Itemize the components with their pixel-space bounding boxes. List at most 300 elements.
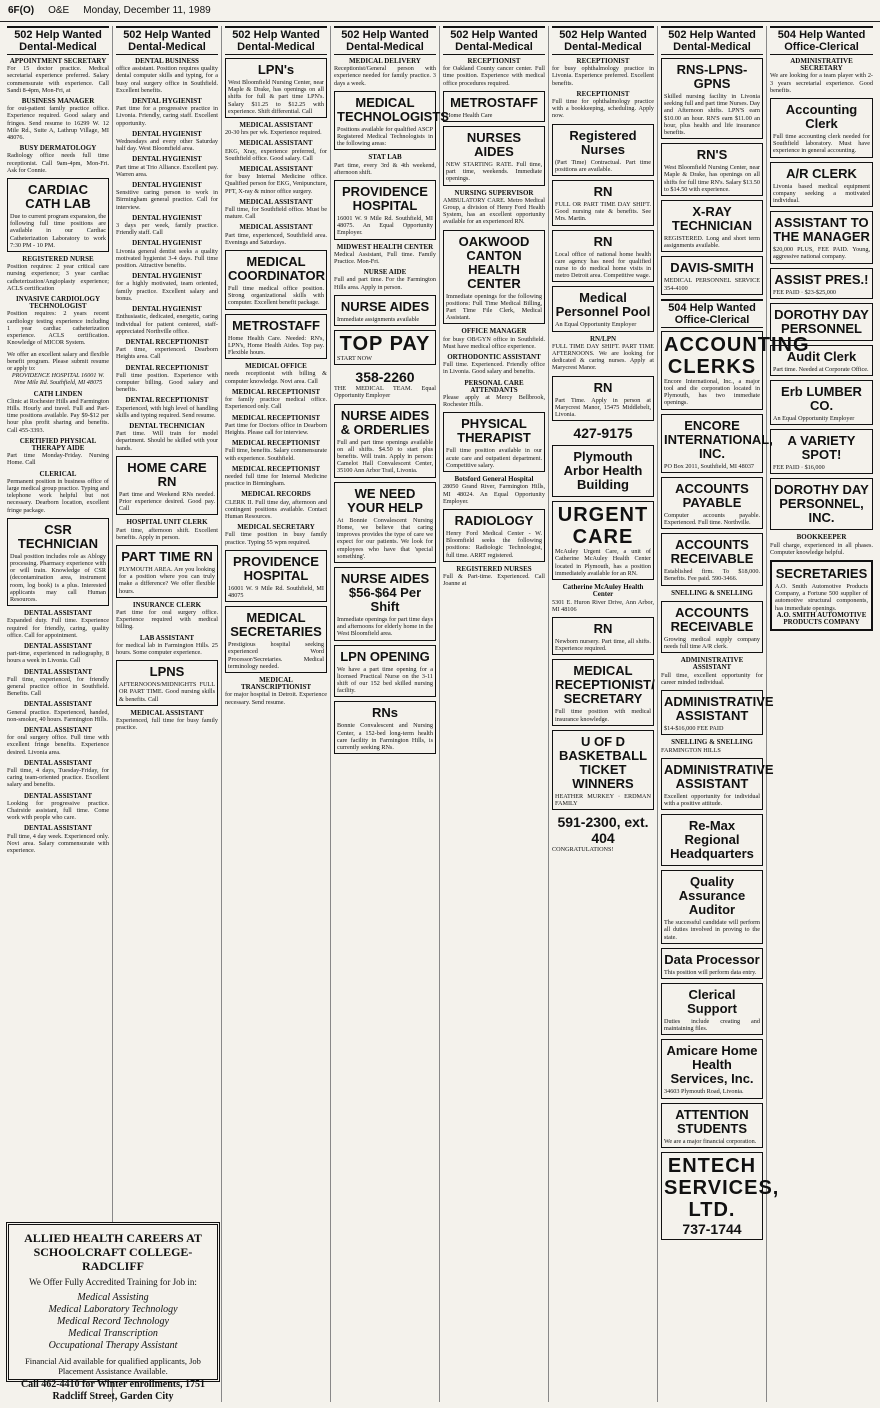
ad-headline: CARDIAC CATH LAB: [25, 182, 91, 212]
classified-ad: [116, 240, 218, 269]
ad-title: DENTAL RECEPTIONIST: [125, 396, 209, 405]
ad-body: Part Time. Apply in person at Marycrest Manor, 15475 Middlebelt, Livonia.: [555, 396, 651, 419]
ad-title: INSURANCE CLERK: [132, 600, 202, 609]
ad-title: MEDICAL ASSISTANT: [130, 708, 204, 717]
section-header: [116, 26, 218, 55]
ad-title: DENTAL HYGIENIST: [132, 97, 202, 106]
ad-headline: NURSE AIDES & ORDERLIES: [340, 407, 430, 437]
schoolcraft-ad: [6, 1222, 220, 1402]
ad-body: THE MEDICAL TEAM. Equal Opportunity Employer: [334, 385, 436, 400]
ad-body: 16001 W. 9 Mile Rd. Southfield, MI 48075: [228, 584, 324, 599]
paper-name: O&E: [48, 5, 70, 16]
classified-ad: [225, 606, 327, 673]
ad-body: Positions available for qualified ASCP Registered Medical Technologists in the following areas:: [337, 125, 433, 148]
classified-ad: [116, 182, 218, 211]
ad-body: Full and part time. For the Farmington Hills area. Apply in person.: [334, 276, 436, 291]
ad-body: Part time for oral surgery office. Experience required with medical billing.: [116, 608, 218, 631]
ad-body: 20-30 hrs per wk. Experience required.: [225, 129, 322, 137]
classified-ad: [225, 677, 327, 706]
classified-ad: [661, 870, 763, 944]
classified-ad: [334, 269, 436, 291]
ad-body: Part time, afternoon shift. Excellent benefits. Apply in person.: [116, 526, 218, 541]
ad-headline: Registered Nurses: [569, 127, 637, 157]
ad-body: 3 days per week, family practice. Friendly staff. Call: [116, 222, 218, 237]
ad-title: DENTAL HYGIENIST: [132, 305, 202, 314]
classified-ad: [552, 58, 654, 87]
ad-phone: 358-2260: [355, 369, 415, 386]
ad-body: office assistant. Position requires quality dental computer skills and typing, for a busy oral surgery office in Southfield. Excellent benefits.: [116, 65, 218, 94]
classified-ad: [225, 58, 327, 118]
classified-ad: [334, 701, 436, 754]
ad-title: MEDICAL SECRETARY: [237, 523, 315, 532]
ad-body: Newborn nursery. Part time, all shifts. Experience required.: [555, 637, 651, 653]
ad-title: RECEPTIONIST: [467, 57, 521, 65]
ad-headline: Quality Assurance Auditor: [678, 874, 746, 918]
classified-ad: [225, 363, 327, 385]
company-logo-text: A.O. SMITH AUTOMOTIVE PRODUCTS COMPANY: [776, 610, 867, 627]
ad-headline: Accounting Clerk: [785, 102, 858, 132]
ad-body: (Part Time) Contractual. Part time positions are available.: [555, 158, 651, 173]
ad-title: ADMINISTRATIVE ASSISTANT: [680, 656, 744, 672]
school-subtitle: We Offer Fully Accredited Training for Job in:: [29, 1277, 197, 1287]
section-subtitle: Dental-Medical: [128, 41, 206, 53]
classified-ad: [552, 814, 654, 853]
ad-title: DENTAL HYGIENIST: [132, 239, 202, 248]
ad-body: MEDICAL PERSONNEL SERVICE 354-4100: [664, 277, 760, 292]
classified-ad: [334, 154, 436, 176]
ad-headline: RN: [593, 233, 613, 249]
ad-body: Please apply at Mercy Bellbrook, Rochester Hills.: [443, 394, 545, 409]
classified-ad: [661, 256, 763, 294]
ad-body: For 15 doctor practice. Medical secretarial experience preferred. Salary commensurate with experience. Call Sandi 8-4pm, Mon-Fri, at: [7, 65, 109, 94]
classified-ad: [116, 339, 218, 361]
column-8: [767, 26, 876, 1402]
ad-headline: PROVIDENCE HOSPITAL: [342, 184, 428, 214]
classified-ad: [7, 391, 109, 434]
column-1: [4, 26, 113, 1402]
ad-body: Full time position with medical insurance knowledge.: [555, 708, 651, 723]
ad-body: Full time position in busy family practice. Typing 55 wpm required.: [225, 531, 327, 546]
classified-ad: [661, 601, 763, 653]
classified-ad: [7, 178, 109, 252]
ad-body: Position requires: 2 year critical care nursing experience; 3 year cardiac catheterization/Angioplasty experience; ACLS certification: [7, 263, 109, 292]
ad-title: DENTAL HYGIENIST: [132, 213, 202, 222]
classified-ad: [225, 199, 327, 221]
section-title: 504 Help Wanted: [777, 29, 866, 41]
ad-title: DENTAL BUSINESS: [135, 57, 199, 65]
ad-body: We have a part time opening for a licensed Practical Nurse on the 3-11 shift of our 152 bed skilled nursing facility.: [337, 665, 433, 695]
classified-ad: [225, 550, 327, 602]
column-body: [7, 58, 109, 1218]
classified-ad: [334, 567, 436, 641]
ad-body: Due to current program expansion, the following full time positions are available in our Cardiac Catheterization Laboratory to work 7:30 PM - 10 PM.: [10, 213, 106, 249]
section-header: [552, 26, 654, 55]
ad-body: Part time at Trio Alliance. Excellent pay. Warren area.: [116, 163, 218, 178]
ad-body: Part time. Needed at Corporate Office.: [773, 365, 869, 373]
classified-ad: [225, 166, 327, 195]
classified-ad: [552, 336, 654, 372]
ad-body: Wednesdays and every other Saturday half day. West Bloomfield area.: [116, 138, 218, 153]
ad-body: McAuley Urgent Care, a unit of Catherine McAuley Health Center located in Plymouth, has a position immediately available for an RN.: [555, 548, 651, 577]
ad-title: PERSONAL CARE ATTENDANTS: [464, 378, 524, 394]
ad-headline: SECRETARIES: [775, 566, 868, 582]
ad-headline: Plymouth Arbor Health Building: [563, 449, 643, 493]
classified-ad: [661, 1152, 780, 1240]
classified-ad: [770, 429, 873, 474]
classified-ad: [7, 825, 109, 854]
ad-body: Henry Ford Medical Center - W. Bloomfield seeks the following positions: Radiologic Technologist, full time. ARRT registered.: [446, 529, 542, 559]
ad-body: General practice. Experienced, handed, non-smoker, 40 hours. Farmington Hills.: [7, 708, 109, 723]
section-title: 502 Help Wanted: [341, 29, 429, 41]
ad-body: Experienced, with high level of handling skills and typing required. Send resume.: [116, 404, 218, 419]
classified-ad: [443, 380, 545, 409]
ad-title: MEDICAL RECEPTIONIST: [231, 387, 321, 396]
program-item: Medical Laboratory Technology: [48, 1304, 178, 1315]
section-subtitle: Dental-Medical: [673, 41, 751, 53]
ad-headline: X-RAY TECHNICIAN: [671, 204, 753, 234]
column-5: [440, 26, 549, 1402]
ad-title: MEDICAL ASSISTANT: [239, 223, 313, 232]
section-header: [443, 26, 545, 55]
ad-body: Receptionist/General person with experience needed for family practice. 3 days a week.: [334, 65, 436, 87]
ad-headline: U OF D BASKETBALL TICKET WINNERS: [558, 733, 648, 791]
classified-ad: [552, 445, 654, 497]
ad-headline: DOROTHY DAY PERSONNEL: [774, 306, 869, 336]
ad-body: Full time, 4 day week. Experienced only. Novi area. Salary commensurate with experience.: [7, 832, 109, 855]
classified-ad: [661, 477, 763, 529]
classified-ad: [7, 727, 109, 756]
classified-ad: [116, 456, 218, 516]
ad-footer: PROVIDENCE HOSPITAL 16001 W. Nine Mile Rd. Southfield, MI 48075: [11, 372, 105, 387]
classified-ad: [552, 501, 654, 580]
ad-title: MEDICAL OFFICE: [245, 362, 307, 371]
ad-body: FARMINGTON HILLS: [661, 746, 721, 754]
classified-ad: [7, 98, 109, 141]
classified-ad: [7, 701, 109, 723]
ad-title: ORTHODONTIC ASSISTANT: [447, 353, 541, 362]
ad-headline: ASSISTANT TO THE MANAGER: [773, 215, 870, 245]
ad-title: MEDICAL RECEPTIONIST: [231, 439, 321, 448]
ad-phone: 737-1744: [682, 1220, 742, 1237]
ad-body: Growing medical supply company needs full time A/R clerk.: [664, 635, 760, 651]
masthead: [0, 0, 880, 22]
ad-body: for busy OB/GYN office in Southfield. Must have medical office experience.: [443, 335, 545, 350]
ad-body: Full time position. Experience with computer billing. Good salary and benefits.: [116, 371, 218, 394]
classified-ad: [770, 162, 873, 208]
ad-headline: Amicare Home Health Services, Inc.: [666, 1043, 758, 1087]
column-2: [113, 26, 222, 1402]
ad-body: We are looking for a team player with 2-3 years secretarial experience. Good benefits.: [770, 72, 873, 94]
classified-ad: [116, 215, 218, 237]
ad-headline: Data Processor: [664, 951, 760, 967]
section-header: [334, 26, 436, 55]
classified-ad: [770, 98, 873, 158]
ad-title: DENTAL RECEPTIONIST: [125, 337, 209, 346]
section-title: 502 Help Wanted: [14, 29, 102, 41]
ad-body: PO Box 2011, Southfield, MI 48037: [664, 462, 755, 470]
classified-ad: [661, 1039, 763, 1098]
classified-ad: [770, 303, 873, 341]
ad-body: Full time, experienced, for friendly general practice office in Southfield. Benefits. Call: [7, 675, 109, 698]
classified-ad: [661, 414, 773, 473]
classified-ad: [443, 476, 545, 505]
column-4: [331, 26, 449, 1402]
ad-headline: ADMINISTRATIVE ASSISTANT: [664, 761, 774, 791]
ad-title: OFFICE MANAGER: [461, 327, 527, 336]
ad-body: Livonia based medical equipment company seeking a motivated individual.: [773, 182, 870, 205]
section-subtitle: Dental-Medical: [564, 41, 642, 53]
ad-body: needed full time for Internal Medicine practice in Birmingham.: [225, 472, 327, 488]
ad-headline: PART TIME RN: [121, 548, 213, 564]
ad-headline: RN: [593, 184, 613, 200]
ad-body: START NOW: [337, 355, 372, 363]
ad-body: 28050 Grand River, Farmington Hills, MI 48024. An Equal Opportunity Employer.: [443, 483, 545, 505]
section-header: [225, 26, 327, 55]
classified-ad: [443, 190, 545, 226]
ad-body: HEATHER MURKEY · ERDMAN FAMILY: [555, 792, 651, 807]
ad-title: DENTAL ASSISTANT: [23, 642, 93, 650]
ad-body: CLERK II. Full time day, afternoon and contingent positions available. Contact Human Resources.: [225, 498, 327, 520]
classified-ad: [225, 140, 327, 162]
classified-ad: [552, 617, 654, 655]
classified-ad: [116, 273, 218, 302]
classified-ad: [7, 58, 109, 94]
ad-title: DENTAL ASSISTANT: [23, 791, 93, 800]
ad-body: Immediate openings for the following positions: Full Time Medical Billing, Part Time File Clerk, Medical Assistant.: [446, 292, 542, 322]
ad-title: RECEPTIONIST: [576, 57, 630, 65]
ad-title: CLERICAL: [39, 469, 77, 478]
ad-headline: LPN's: [257, 62, 295, 77]
classified-ad: [116, 635, 218, 657]
ad-body: Full time, for Southfield office. Must be mature. Call: [225, 206, 327, 221]
ad-headline: NURSES AIDES: [466, 130, 522, 160]
ad-headline: CSR TECHNICIAN: [17, 521, 99, 551]
section-subtitle: Dental-Medical: [455, 41, 533, 53]
classified-ad: [552, 584, 654, 613]
ad-headline: MEDICAL COORDINATOR: [228, 254, 326, 284]
ad-body: This position will perform data entry.: [664, 968, 757, 976]
ad-headline: ASSIST PRES.!: [774, 271, 869, 287]
classified-ad: [443, 230, 545, 325]
ad-title: ADMINISTRATIVE SECRETARY: [790, 57, 853, 73]
classifieds-grid: [4, 26, 876, 1402]
ad-body: CONGRATULATIONS!: [552, 846, 614, 854]
ad-headline: DAVIS-SMITH: [670, 260, 754, 276]
ad-headline: Clerical Support: [687, 986, 737, 1016]
section-subtitle: Dental-Medical: [237, 41, 315, 53]
ad-title: MEDICAL ASSISTANT: [239, 139, 313, 148]
school-call: Call 462-4410 for Winter enrollments, 1751 Radcliff Street, Garden City: [20, 1379, 206, 1402]
ad-headline: ADMINISTRATIVE ASSISTANT: [664, 694, 774, 724]
ad-body: for medical lab in Farmington Hills. 25 hours. Some computer experience.: [116, 641, 218, 656]
ad-body: Established firm. To $18,000. Benefits. Fee paid. 590-3466.: [664, 568, 760, 583]
ad-headline: RADIOLOGY: [454, 512, 534, 528]
classified-ad: [334, 330, 436, 365]
ad-body: Looking for progressive practice. Chairside assistant, full time. Come work with people who care.: [7, 799, 109, 822]
ad-title: BUSINESS MANAGER: [21, 97, 95, 106]
ad-body: Medical Assistant, Full time. Family Practice. Mon-Fri.: [334, 250, 436, 266]
classified-ad: [334, 180, 436, 240]
classified-ad: [552, 180, 654, 226]
ad-title: INVASIVE CARDIOLOGY TECHNOLOGIST: [15, 295, 101, 311]
classified-ad: [116, 58, 218, 94]
classified-ad: [661, 143, 763, 196]
ad-body: FULL TIME DAY SHIFT. PART TIME AFTERNOONS. We are looking for dedicated & caring nurses. Apply at Marycrest Manor.: [552, 342, 654, 372]
ad-body: West Bloomfield Nursing Center, near Maple & Drake, has openings on all shifts for full time RN's. Salary $13.50 to $14.50 with experience.: [664, 164, 760, 193]
ad-body: FEE PAID · $16,000: [773, 464, 825, 472]
classified-ad: [443, 328, 545, 350]
ad-body: Part time for Doctors office in Dearborn Heights. Please call for interview.: [225, 421, 327, 436]
classified-ad: [661, 590, 763, 597]
classified-ad: [334, 404, 436, 478]
column-6: [549, 26, 658, 1402]
ad-body: Full & Part-time. Experienced. Call Joanne at: [443, 572, 545, 588]
ad-title: LAB ASSISTANT: [139, 633, 195, 642]
ad-title: Catherine McAuley Health Center: [562, 583, 644, 599]
ad-headline: ENCORE INTERNATIONAL, INC.: [664, 417, 773, 461]
ad-body: Immediate assignments available: [337, 315, 420, 323]
classified-ad: [116, 365, 218, 394]
ad-body: for major hospital in Detroit. Experience necessary. Send resume.: [225, 691, 327, 706]
ad-body: An Equal Opportunity Employer: [555, 321, 637, 329]
classified-ad: [225, 415, 327, 437]
ad-headline: METROSTAFF: [450, 94, 538, 110]
classified-ad: [661, 739, 763, 753]
ad-body: Duties include creating and maintaining files.: [664, 1017, 760, 1033]
ad-body: PLYMOUTH AREA. Are you looking for a position where you can truly make a difference? We offer flexible hours.: [119, 565, 215, 595]
section-subtitle: Dental-Medical: [19, 41, 97, 53]
ad-body: Skilled nursing facility in Livonia seeking full and part time Nurses. Day and Afternoon shifts. LPN'S earn $10.00 an hour. RN'S earn $11.00 an hour, plus health and life insurance benefits.: [664, 93, 760, 137]
classified-ad: [661, 657, 763, 686]
classified-ad: [770, 345, 873, 376]
ad-title: CATH LINDEN: [33, 389, 83, 398]
ad-title: SNELLING & SNELLING: [671, 588, 753, 597]
ad-body: We are a major financial corporation.: [664, 1137, 757, 1145]
ad-headline: METROSTAFF: [232, 317, 320, 333]
ad-body: Full time for ophthalmology practice with a bookkeeping, scheduling. Apply now.: [552, 98, 654, 120]
ad-body: Full time medical office position. Strong organizational skills with computer. Excellent benefit package.: [228, 285, 324, 307]
ad-headline: ACCOUNTS RECEIVABLE: [670, 604, 754, 634]
classified-ad: [334, 91, 449, 151]
ad-body: FULL OR PART TIME DAY SHIFT. Good nursing rate & benefits. See Mrs. Martin.: [555, 201, 651, 223]
classified-ad: [552, 659, 654, 725]
column-body: [116, 58, 218, 1218]
classified-ad: [116, 306, 218, 335]
ad-title: BOOKKEEPER: [796, 533, 847, 542]
ad-title: CERTIFIED PHYSICAL THERAPY AIDE: [19, 436, 97, 452]
ad-title: DENTAL RECEPTIONIST: [125, 363, 209, 372]
ad-body: Full time. Experienced. Friendly office in Livonia. Good salary and benefits.: [443, 361, 545, 376]
classified-ad: [443, 58, 545, 87]
section-subtitle: Office-Clerical: [784, 41, 859, 53]
ad-body: Livonia general dentist seeks a quality motivated hygienist 3-4 days. Full time position. Attractive benefits.: [116, 247, 218, 270]
section-title: 502 Help Wanted: [668, 29, 756, 41]
ad-headline: MEDICAL TECHNOLOGISTS: [337, 94, 449, 124]
classified-ad: [661, 983, 763, 1035]
section-header: [770, 26, 873, 55]
classified-ad: [334, 58, 436, 87]
ad-body: A.O. Smith Automotive Products Company, a Fortune 500 supplier of automotive structural components, has immediate openings.: [775, 583, 868, 612]
ad-body: REGISTERED. Long and short term assignments available.: [664, 235, 760, 250]
ad-body: Part time, every 3rd & 4th weekend, afternoon shift.: [334, 161, 436, 176]
ad-body: for Oakland County cancer center. Full time position. Experience with medical office procedures required.: [443, 65, 545, 87]
classified-ad: [7, 518, 109, 606]
ad-headline: WE NEED YOUR HELP: [347, 485, 423, 515]
classified-ad: [116, 545, 218, 598]
ad-title: DENTAL HYGIENIST: [132, 129, 202, 138]
classified-ad: [7, 351, 109, 387]
ad-title: REGISTERED NURSES: [456, 564, 532, 573]
ad-headline: ACCOUNTS PAYABLE: [675, 480, 749, 510]
column-3: [222, 26, 331, 1402]
ad-body: AFTERNOONS/MIDNIGHTS FULL OR PART TIME. Good nursing skills & benefits. Call: [119, 681, 215, 703]
aosmith-ad: [770, 560, 873, 631]
ad-headline: RN'S: [696, 147, 728, 163]
ad-body: for busy ophthalmology practice in Livonia. Experience preferred. Excellent benefits.: [552, 65, 654, 87]
ad-display-headline: ENTECH SERVICES, LTD.: [664, 1154, 780, 1221]
ad-body: Radiology office needs full time receptionist. Call 9am-4pm, Mon-Fri. Ask for Connie.: [7, 152, 109, 174]
ad-headline: MEDICAL RECEPTIONIST/ SECRETARY: [555, 663, 655, 707]
ad-body: Part time, experienced, Southfield area. Evenings and Saturdays.: [225, 231, 327, 246]
ad-body: Excellent opportunity for individual with a positive attitude.: [664, 792, 760, 807]
section-title: 502 Help Wanted: [450, 29, 538, 41]
classified-ad: [661, 690, 774, 735]
classified-ad: [552, 425, 654, 441]
section-header: [661, 26, 763, 55]
ad-phone: 427-9175: [573, 425, 633, 442]
section-subtitle: Office-Clerical: [674, 313, 750, 326]
ad-body: Local office of national home health care agency has need for qualified nurse to do medical home visits in metro Detroit area. Competitive wage.: [555, 250, 651, 280]
classified-ad: [552, 124, 654, 176]
classified-ad: [116, 98, 218, 127]
classified-ad: [443, 91, 545, 122]
classified-ad: [552, 730, 654, 810]
ad-body: part-time, experienced in radiography, 8 hours a week in Livonia. Call: [7, 650, 109, 665]
classified-ad: [443, 566, 545, 588]
ad-body: Encore International, Inc., a major tool and die corporation located in Plymouth, has two immediate openings.: [664, 377, 760, 407]
section-title: 502 Help Wanted: [123, 29, 211, 41]
classified-ad: [7, 256, 109, 292]
classified-ad: [770, 478, 873, 530]
ad-body: An Equal Opportunity Employer: [773, 415, 855, 423]
ad-headline: NURSE AIDES: [340, 298, 430, 314]
ad-body: for family practice medical office. Experienced only. Call: [225, 396, 327, 411]
classified-ad: [661, 331, 810, 410]
ad-title: Botsford General Hospital: [454, 475, 534, 484]
ad-title: DENTAL ASSISTANT: [23, 700, 93, 709]
ad-body: Full time, 4 days, Tuesday-Friday, for caring team-oriented practice. Excellent salary and benefits.: [7, 767, 109, 789]
ad-body: Expanded duty. Full time. Experience required for friendly, caring, quality office. Call for appointment.: [7, 617, 109, 639]
ad-headline: A VARIETY SPOT!: [787, 433, 856, 463]
ad-body: for busy Internal Medicine office. Qualified person for EKG, Venipuncture, PFT, X-ray & minor office surgery.: [225, 173, 327, 195]
ad-body: Computer accounts payable. Experienced. Full time. Northville.: [664, 511, 760, 527]
ad-body: Clinic at Rochester Hills and Farmington Hills. Hourly and travel. Full and Part-time positions available. Pay $9-$12 per hour plus profit sharing and benefits. Call 455-3393.: [7, 397, 109, 434]
classified-ad: [770, 268, 873, 299]
classified-ad: [552, 91, 654, 120]
ad-body: Full time, benefits. Salary commensurate with experience. Southfield.: [225, 447, 327, 462]
ad-body: $20,000 PLUS, FEE PAID. Young, aggressive national company.: [773, 246, 870, 261]
ad-title: MIDWEST HEALTH CENTER: [336, 242, 434, 251]
ad-headline: PROVIDENCE HOSPITAL: [233, 553, 319, 583]
classified-ad: [7, 643, 109, 665]
ad-body: FEE PAID · $23-$25,000: [773, 288, 837, 296]
page-number: 6F(O): [8, 5, 35, 16]
ad-body: EKG, Xray, experience preferred, for Southfield office. Good salary. Call: [225, 147, 327, 162]
school-title: ALLIED HEALTH CAREERS AT SCHOOLCRAFT COLLEGE-RADCLIFF: [24, 1231, 202, 1273]
ad-title: MEDICAL ASSISTANT: [239, 121, 313, 130]
ad-title: MEDICAL ASSISTANT: [239, 197, 313, 206]
classified-ad: [225, 389, 327, 411]
